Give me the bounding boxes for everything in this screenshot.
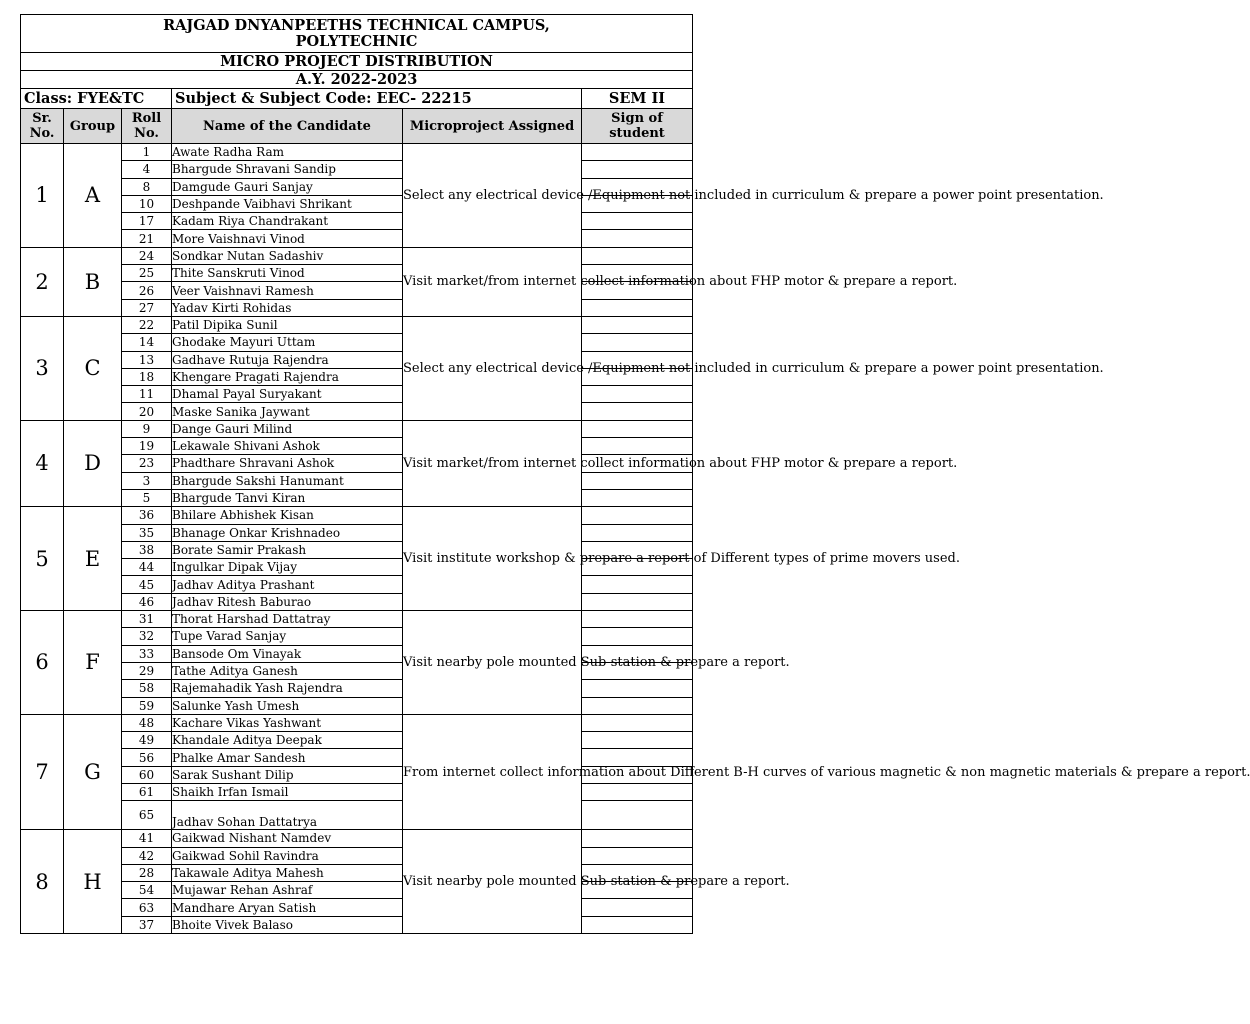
roll-number: 19 xyxy=(122,438,172,455)
candidate-name: Lekawale Shivani Ashok xyxy=(172,438,403,455)
table-row xyxy=(21,489,693,506)
signature-cell[interactable] xyxy=(582,472,693,489)
group-sr-no: 2 xyxy=(21,247,64,316)
candidate-name: Bhargude Tanvi Kiran xyxy=(172,489,403,506)
roll-number: 13 xyxy=(122,351,172,368)
roll-number: 33 xyxy=(122,645,172,662)
roll-number: 41 xyxy=(122,830,172,847)
signature-cell[interactable] xyxy=(582,830,693,847)
signature-cell[interactable] xyxy=(582,697,693,714)
table-row xyxy=(21,611,693,628)
candidate-name: Kachare Vikas Yashwant xyxy=(172,714,403,731)
roll-number: 27 xyxy=(122,299,172,316)
roll-number: 9 xyxy=(122,420,172,437)
signature-cell[interactable] xyxy=(582,438,693,455)
signature-cell[interactable] xyxy=(582,334,693,351)
group-letter: D xyxy=(64,420,122,506)
candidate-name: Borate Samir Prakash xyxy=(172,541,403,558)
distribution-table xyxy=(20,14,1250,934)
signature-cell[interactable] xyxy=(582,714,693,731)
candidate-name: Veer Vaishnavi Ramesh xyxy=(172,282,403,299)
group-sr-no: 6 xyxy=(21,611,64,715)
table-row xyxy=(21,334,693,351)
candidate-name: Sarak Sushant Dilip xyxy=(172,766,403,783)
candidate-name: Bhargude Sakshi Hanumant xyxy=(172,472,403,489)
candidate-name: Jadhav Ritesh Baburao xyxy=(172,593,403,610)
roll-number: 31 xyxy=(122,611,172,628)
candidate-name: Maske Sanika Jaywant xyxy=(172,403,403,420)
col-microproject: Microproject Assigned xyxy=(403,109,582,144)
table-row xyxy=(21,680,693,697)
candidate-name: Shaikh Irfan Ismail xyxy=(172,783,403,800)
roll-number: 35 xyxy=(122,524,172,541)
candidate-name: Kadam Riya Chandrakant xyxy=(172,213,403,230)
signature-cell[interactable] xyxy=(582,420,693,437)
table-row xyxy=(21,316,693,333)
roll-number: 24 xyxy=(122,247,172,264)
roll-number: 61 xyxy=(122,783,172,800)
table-row xyxy=(21,916,693,933)
table-row xyxy=(21,386,693,403)
roll-number: 14 xyxy=(122,334,172,351)
candidate-name: Tathe Aditya Ganesh xyxy=(172,662,403,679)
signature-cell[interactable] xyxy=(582,230,693,247)
signature-cell[interactable] xyxy=(582,299,693,316)
candidate-name: Bhilare Abhishek Kisan xyxy=(172,507,403,524)
candidate-name: Jadhav Aditya Prashant xyxy=(172,576,403,593)
candidate-name: Awate Radha Ram xyxy=(172,144,403,161)
microproject-assigned: Visit institute workshop & prepare a report of Different types of prime movers used. xyxy=(403,507,582,611)
signature-cell[interactable] xyxy=(582,386,693,403)
table-row xyxy=(21,628,693,645)
table-row xyxy=(21,783,693,800)
group-letter: G xyxy=(64,714,122,829)
table-row xyxy=(21,524,693,541)
signature-cell[interactable] xyxy=(582,899,693,916)
signature-cell[interactable] xyxy=(582,847,693,864)
signature-cell[interactable] xyxy=(582,161,693,178)
table-row xyxy=(21,299,693,316)
roll-number: 8 xyxy=(122,178,172,195)
signature-cell[interactable] xyxy=(582,247,693,264)
signature-cell[interactable] xyxy=(582,403,693,420)
table-row xyxy=(21,749,693,766)
semester-label: SEM II xyxy=(582,89,693,109)
signature-cell[interactable] xyxy=(582,593,693,610)
institute-line-2: POLYTECHNIC xyxy=(295,32,418,50)
table-row xyxy=(21,507,693,524)
roll-number: 38 xyxy=(122,541,172,558)
roll-number: 32 xyxy=(122,628,172,645)
roll-number: 29 xyxy=(122,662,172,679)
roll-number: 22 xyxy=(122,316,172,333)
group-letter: C xyxy=(64,316,122,420)
candidate-name: Bhargude Shravani Sandip xyxy=(172,161,403,178)
roll-number: 63 xyxy=(122,899,172,916)
roll-number: 45 xyxy=(122,576,172,593)
roll-number: 25 xyxy=(122,265,172,282)
group-sr-no: 1 xyxy=(21,144,64,248)
signature-cell[interactable] xyxy=(582,611,693,628)
candidate-name: Dhamal Payal Suryakant xyxy=(172,386,403,403)
signature-cell[interactable] xyxy=(582,316,693,333)
group-letter: B xyxy=(64,247,122,316)
candidate-name: Takawale Aditya Mahesh xyxy=(172,864,403,881)
table-row xyxy=(21,847,693,864)
candidate-name: Dange Gauri Milind xyxy=(172,420,403,437)
microproject-assigned: Select any electrical device /Equipment not included in curriculum & prepare a power point presentation. xyxy=(403,144,582,248)
roll-number: 23 xyxy=(122,455,172,472)
candidate-name: More Vaishnavi Vinod xyxy=(172,230,403,247)
table-row xyxy=(21,230,693,247)
candidate-name: Khandale Aditya Deepak xyxy=(172,732,403,749)
roll-number: 65 xyxy=(122,801,172,830)
signature-cell[interactable] xyxy=(582,801,693,830)
microproject-assigned: Visit market/from internet collect information about FHP motor & prepare a report. xyxy=(403,247,582,316)
candidate-name: Khengare Pragati Rajendra xyxy=(172,368,403,385)
col-candidate-name: Name of the Candidate xyxy=(172,109,403,144)
microproject-assigned: Visit nearby pole mounted Sub-station & prepare a report. xyxy=(403,611,582,715)
table-row xyxy=(21,801,693,830)
roll-number: 44 xyxy=(122,559,172,576)
candidate-name: Bhoite Vivek Balaso xyxy=(172,916,403,933)
table-row xyxy=(21,732,693,749)
candidate-name: Gaikwad Nishant Namdev xyxy=(172,830,403,847)
candidate-name: Gaikwad Sohil Ravindra xyxy=(172,847,403,864)
signature-cell[interactable] xyxy=(582,916,693,933)
group-letter: E xyxy=(64,507,122,611)
group-sr-no: 4 xyxy=(21,420,64,506)
group-sr-no: 7 xyxy=(21,714,64,829)
roll-number: 54 xyxy=(122,882,172,899)
roll-number: 18 xyxy=(122,368,172,385)
signature-cell[interactable] xyxy=(582,783,693,800)
signature-cell[interactable] xyxy=(582,507,693,524)
roll-number: 26 xyxy=(122,282,172,299)
table-row xyxy=(21,420,693,437)
signature-cell[interactable] xyxy=(582,524,693,541)
table-row xyxy=(21,161,693,178)
signature-cell[interactable] xyxy=(582,732,693,749)
candidate-name: Bansode Om Vinayak xyxy=(172,645,403,662)
microproject-assigned: Visit nearby pole mounted Sub-station & prepare a report. xyxy=(403,830,582,934)
group-letter: F xyxy=(64,611,122,715)
roll-number: 10 xyxy=(122,195,172,212)
table-row xyxy=(21,213,693,230)
signature-cell[interactable] xyxy=(582,489,693,506)
roll-number: 1 xyxy=(122,144,172,161)
col-group: Group xyxy=(64,109,122,144)
candidate-name: Rajemahadik Yash Rajendra xyxy=(172,680,403,697)
signature-cell[interactable] xyxy=(582,144,693,161)
roll-number: 48 xyxy=(122,714,172,731)
candidate-name: Patil Dipika Sunil xyxy=(172,316,403,333)
roll-number: 49 xyxy=(122,732,172,749)
signature-cell[interactable] xyxy=(582,576,693,593)
signature-cell[interactable] xyxy=(582,749,693,766)
table-row xyxy=(21,697,693,714)
group-sr-no: 3 xyxy=(21,316,64,420)
roll-number: 60 xyxy=(122,766,172,783)
col-signature: Sign of student xyxy=(582,109,693,144)
candidate-name: Mujawar Rehan Ashraf xyxy=(172,882,403,899)
candidate-name: Yadav Kirti Rohidas xyxy=(172,299,403,316)
group-letter: A xyxy=(64,144,122,248)
roll-number: 11 xyxy=(122,386,172,403)
roll-number: 20 xyxy=(122,403,172,420)
microproject-assigned: From internet collect information about Different B-H curves of various magnetic & non magnetic materials & prepare a report. xyxy=(403,714,582,829)
col-roll-no: Roll No. xyxy=(122,109,172,144)
candidate-name: Damgude Gauri Sanjay xyxy=(172,178,403,195)
table-row xyxy=(21,593,693,610)
institute-name xyxy=(21,15,693,53)
signature-cell[interactable] xyxy=(582,680,693,697)
roll-number: 56 xyxy=(122,749,172,766)
group-sr-no: 8 xyxy=(21,830,64,934)
candidate-name: Phadthare Shravani Ashok xyxy=(172,455,403,472)
signature-cell[interactable] xyxy=(582,213,693,230)
candidate-name: Thorat Harshad Dattatray xyxy=(172,611,403,628)
table-row xyxy=(21,576,693,593)
table-row xyxy=(21,830,693,847)
roll-number: 3 xyxy=(122,472,172,489)
candidate-name: Thite Sanskruti Vinod xyxy=(172,265,403,282)
col-sr-no: Sr. No. xyxy=(21,109,64,144)
candidate-name: Jadhav Sohan Dattatrya xyxy=(172,801,403,830)
group-sr-no: 5 xyxy=(21,507,64,611)
candidate-name: Sondkar Nutan Sadashiv xyxy=(172,247,403,264)
roll-number: 46 xyxy=(122,593,172,610)
candidate-name: Salunke Yash Umesh xyxy=(172,697,403,714)
table-row xyxy=(21,899,693,916)
candidate-name: Tupe Varad Sanjay xyxy=(172,628,403,645)
candidate-name: Deshpande Vaibhavi Shrikant xyxy=(172,195,403,212)
group-letter: H xyxy=(64,830,122,934)
roll-number: 5 xyxy=(122,489,172,506)
table-row xyxy=(21,438,693,455)
roll-number: 36 xyxy=(122,507,172,524)
roll-number: 28 xyxy=(122,864,172,881)
roll-number: 42 xyxy=(122,847,172,864)
candidate-name: Ghodake Mayuri Uttam xyxy=(172,334,403,351)
microproject-assigned: Visit market/from internet collect information about FHP motor & prepare a report. xyxy=(403,420,582,506)
roll-number: 59 xyxy=(122,697,172,714)
roll-number: 4 xyxy=(122,161,172,178)
table-row xyxy=(21,714,693,731)
institute-line-1: RAJGAD DNYANPEETHS TECHNICAL CAMPUS, xyxy=(163,16,550,34)
roll-number: 58 xyxy=(122,680,172,697)
table-row xyxy=(21,144,693,161)
candidate-name: Phalke Amar Sandesh xyxy=(172,749,403,766)
candidate-name: Mandhare Aryan Satish xyxy=(172,899,403,916)
academic-year: A.Y. 2022-2023 xyxy=(21,71,693,89)
table-row xyxy=(21,247,693,264)
roll-number: 17 xyxy=(122,213,172,230)
document-title: MICRO PROJECT DISTRIBUTION xyxy=(21,53,693,71)
subject-label: Subject & Subject Code: EEC- 22215 xyxy=(172,89,582,109)
microproject-assigned: Select any electrical device /Equipment not included in curriculum & prepare a power point presentation. xyxy=(403,316,582,420)
table-row xyxy=(21,472,693,489)
roll-number: 21 xyxy=(122,230,172,247)
roll-number: 37 xyxy=(122,916,172,933)
candidate-name: Bhanage Onkar Krishnadeo xyxy=(172,524,403,541)
table-row xyxy=(21,403,693,420)
candidate-name: Gadhave Rutuja Rajendra xyxy=(172,351,403,368)
signature-cell[interactable] xyxy=(582,628,693,645)
candidate-name: Ingulkar Dipak Vijay xyxy=(172,559,403,576)
class-label: Class: FYE&TC xyxy=(21,89,172,109)
